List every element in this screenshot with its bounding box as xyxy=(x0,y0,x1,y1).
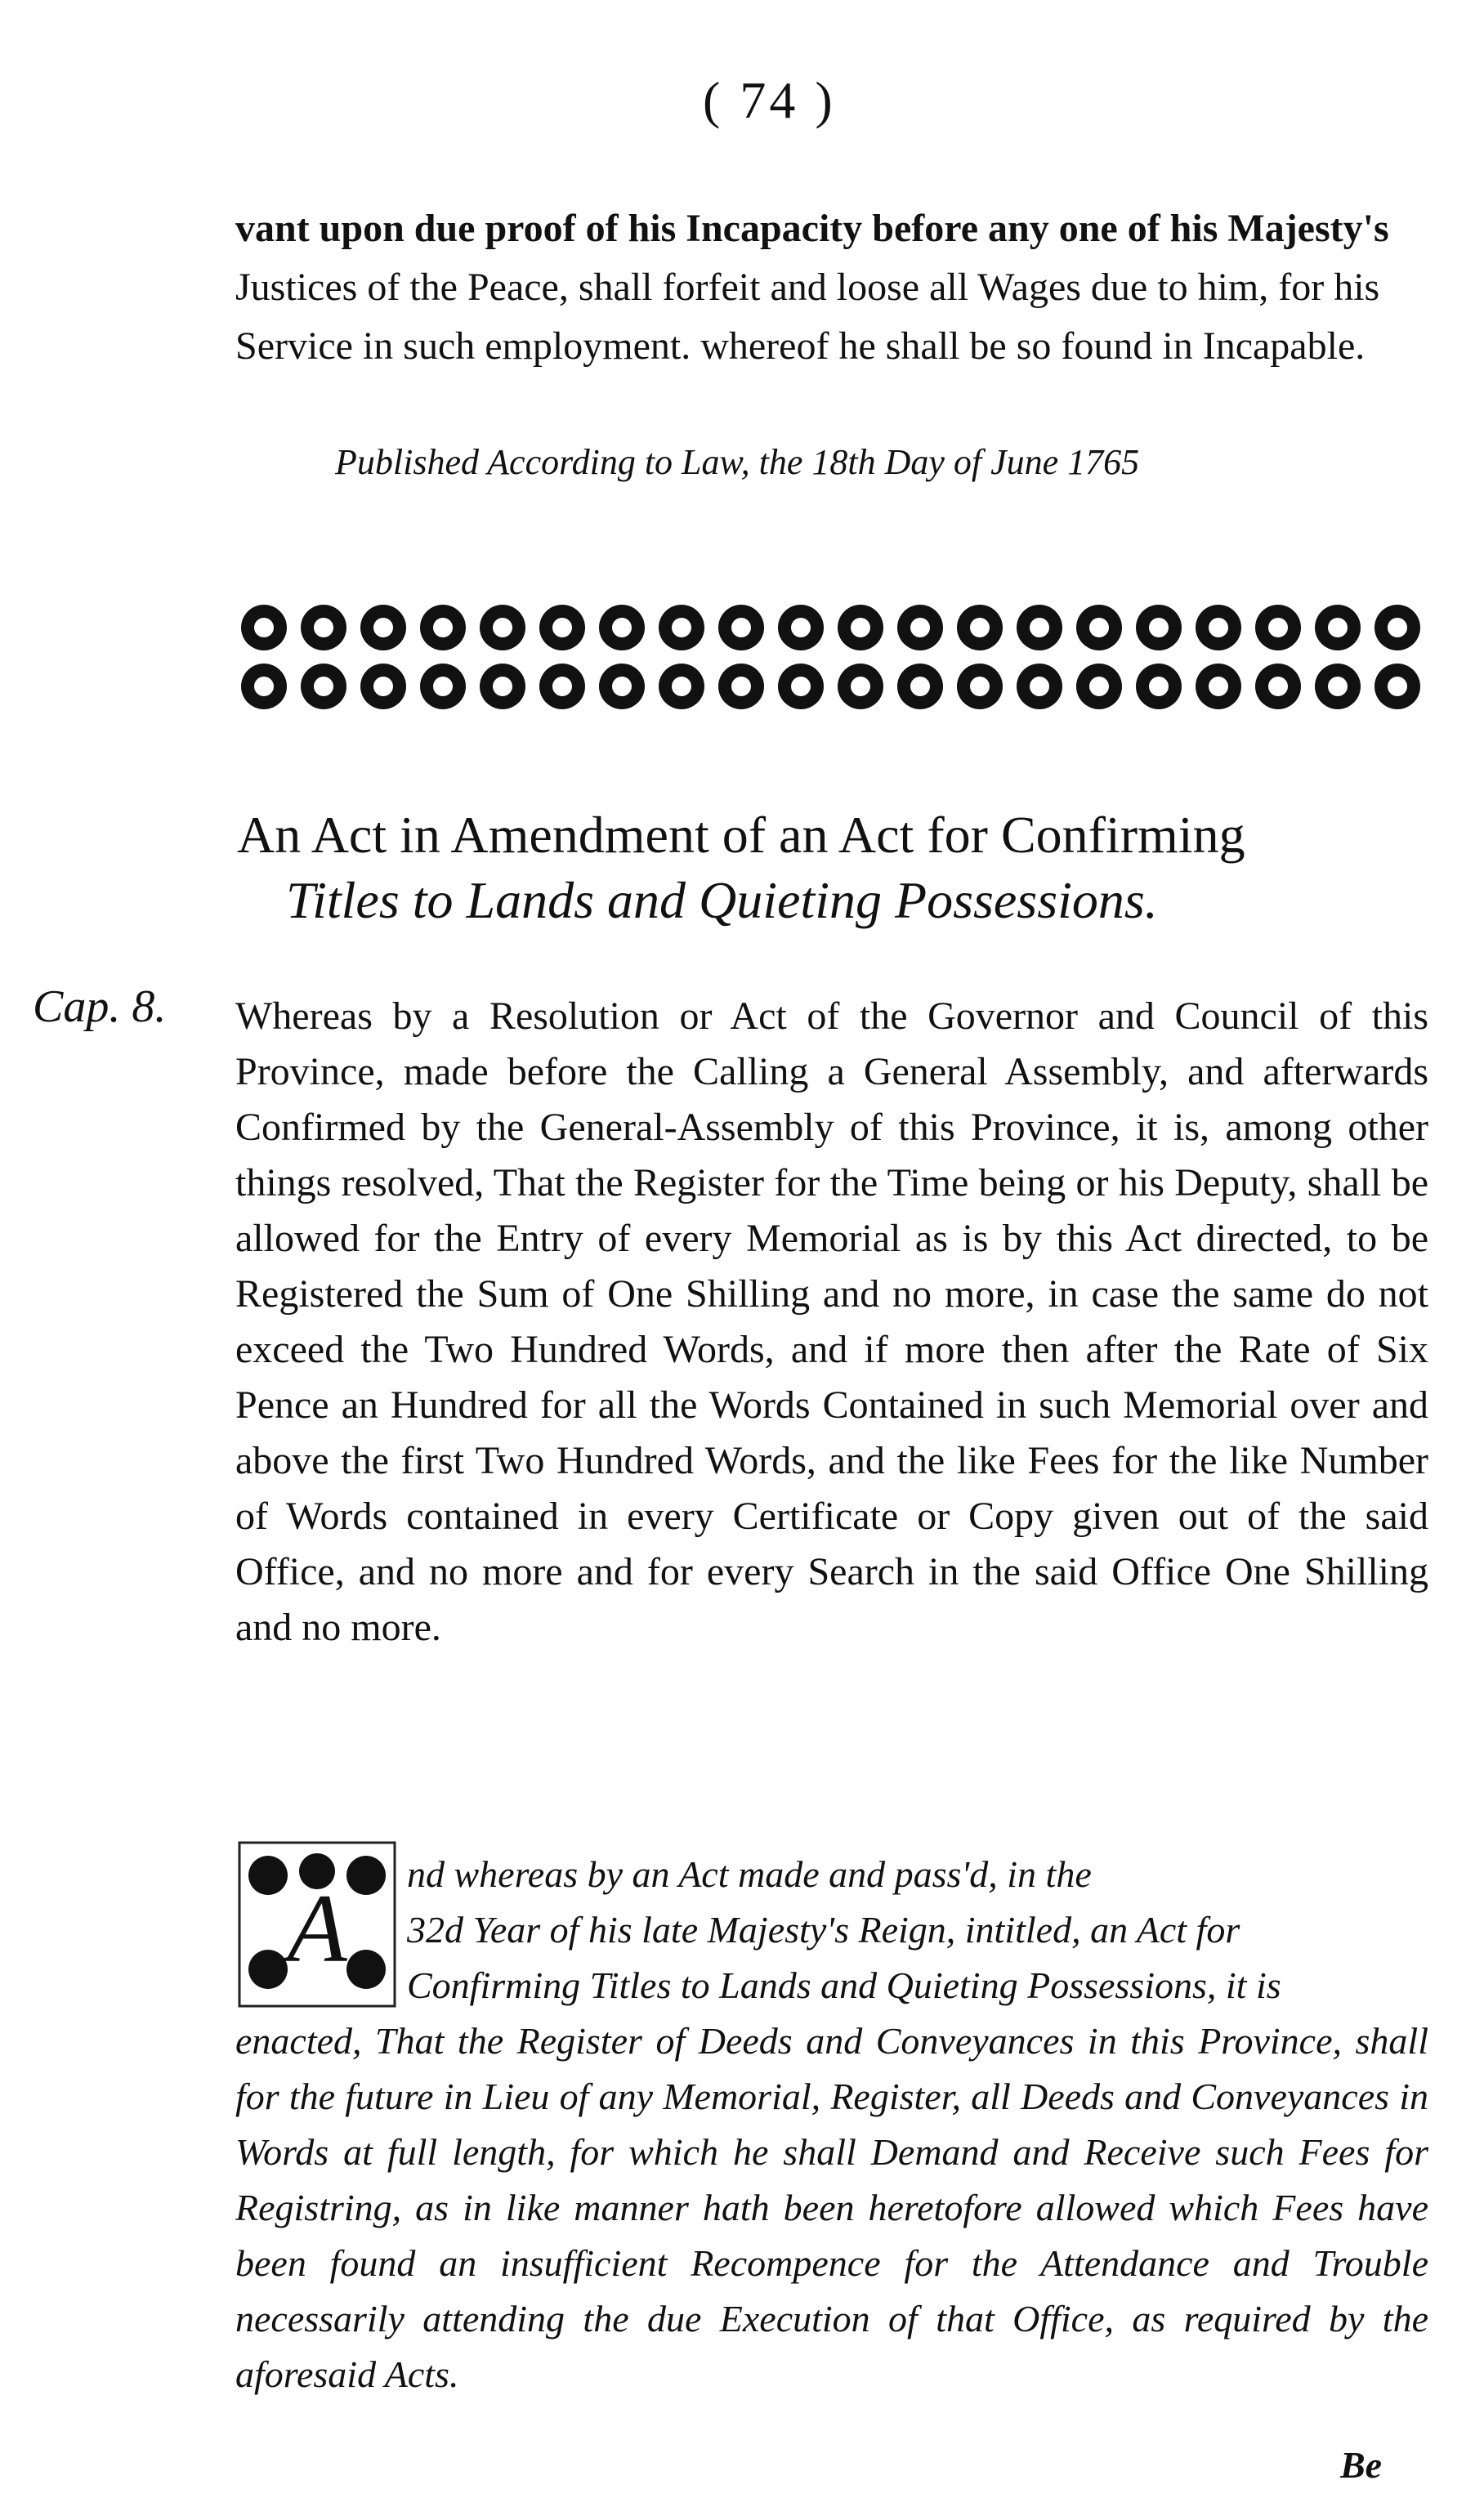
ornament-rosette-center xyxy=(910,618,930,637)
ornament-rosette-center xyxy=(254,677,274,696)
ornament-rosette-center xyxy=(1030,618,1049,637)
ornament-rosette-center xyxy=(552,677,572,696)
ornament-rosette-center xyxy=(1149,677,1169,696)
ornament-rosette-center xyxy=(493,618,512,637)
ornament-rosette-center xyxy=(1030,677,1049,696)
ornament-rosette-center xyxy=(1089,618,1109,637)
ornament-rosette-center xyxy=(910,677,930,696)
ornament-rosette-center xyxy=(612,618,632,637)
ornament-rosette-center xyxy=(373,677,393,696)
ornament-rosette-center xyxy=(433,618,453,637)
ornament-rosette-center xyxy=(1328,677,1348,696)
ornament-rosette-center xyxy=(851,618,870,637)
act-title xyxy=(237,802,1430,933)
continuation-line-3: Service in such employment. whereof he shall be so found in Incapable. xyxy=(235,324,1366,368)
ornament-border xyxy=(235,597,1428,719)
ornament-rosette-center xyxy=(493,677,512,696)
ornament-rosette-center xyxy=(1388,618,1407,637)
ornament-rosette-center xyxy=(731,677,751,696)
continuation-line-2: Justices of the Peace, shall forfeit and loose all Wages due to him, for his xyxy=(235,266,1380,309)
ornament-rosette-center xyxy=(373,618,393,637)
act-title-line-1: An Act in Amendment of an Act for Confirming xyxy=(237,806,1245,864)
ornament-rosette-center xyxy=(1149,618,1169,637)
ornament-rosette-center xyxy=(851,677,870,696)
ornament-rosette-center xyxy=(1388,677,1407,696)
chapter-label: Cap. 8. xyxy=(33,981,167,1032)
ornament-rosette-center xyxy=(970,618,990,637)
ornament-rosette-center xyxy=(672,677,691,696)
ornament-rosette-center xyxy=(1209,618,1228,637)
ornament-rosette-center xyxy=(672,618,691,637)
ornament-rosette-center xyxy=(1268,618,1288,637)
ornament-rosette-center xyxy=(731,618,751,637)
ornament-rosette-center xyxy=(314,618,333,637)
continuation-line-1: vant upon due proof of his Incapacity before any one of his Majesty's xyxy=(235,207,1389,250)
paragraph-2-body: enacted, That the Register of Deeds and Conveyances in this Province, shall for the future in Lieu of any Memorial, Register, all Deeds and Conveyances in Words at full length, for which he shall Demand and Receive such Fees for Registring, as in like manner hath been heretofore allowed which Fees have been found an insufficient Recompence for the Attendance and Trouble necessarily attending the due Execution of that Office, as required by the aforesaid Acts. xyxy=(235,2020,1428,2395)
ornament-rosette-center xyxy=(791,677,811,696)
ornament-rosette-center xyxy=(1268,677,1288,696)
ornament-rosette-center xyxy=(791,618,811,637)
paragraph-2-line-2: 32d Year of his late Majesty's Reign, intitled, an Act for xyxy=(407,1909,1240,1951)
published-line: Published According to Law, the 18th Day of June 1765 xyxy=(335,442,1140,482)
paragraph-1: Whereas by a Resolution or Act of the Governor and Council of this Province, made before the Calling a General Assembly, and afterwards Confirmed by the General-Assembly of this Province, it is, among other things resolved, That the Register for the Time being or his Deputy, shall be allowed for the Entry of every Memorial as is by this Act directed, to be Registered the Sum of One Shilling and no more, in case the same do not exceed the Two Hundred Words, and if more then after the Rate of Six Pence an Hundred for all the Words Contained in such Memorial over and above the first Two Hundred Words, and the like Fees for the like Number of Words contained in every Certificate or Copy given out of the said Office, and no more and for every Search in the said Office One Shilling and no more. xyxy=(235,994,1428,1649)
ornament-rosette-center xyxy=(552,618,572,637)
act-title-line-2: Titles to Lands and Quieting Possessions. xyxy=(286,871,1158,929)
ornament-rosette-center xyxy=(254,618,274,637)
catchword: Be xyxy=(1340,2444,1383,2486)
svg-text:A: A xyxy=(287,1874,347,1982)
ornament-rosette-center xyxy=(1209,677,1228,696)
ornament-rosette-center xyxy=(1328,618,1348,637)
paragraph-2-line-3: Confirming Titles to Lands and Quieting Possessions, it is xyxy=(407,1964,1281,2006)
ornament-rosette-center xyxy=(433,677,453,696)
paragraph-2 xyxy=(235,1847,1428,2402)
ornament-rosette-center xyxy=(970,677,990,696)
ornament-rosette-center xyxy=(314,677,333,696)
ornament-rosette-center xyxy=(1089,677,1109,696)
ornament-rosette-center xyxy=(612,677,632,696)
page-number: ( 74 ) xyxy=(703,71,836,129)
paragraph-2-line-1: nd whereas by an Act made and pass'd, in the xyxy=(407,1853,1092,1895)
